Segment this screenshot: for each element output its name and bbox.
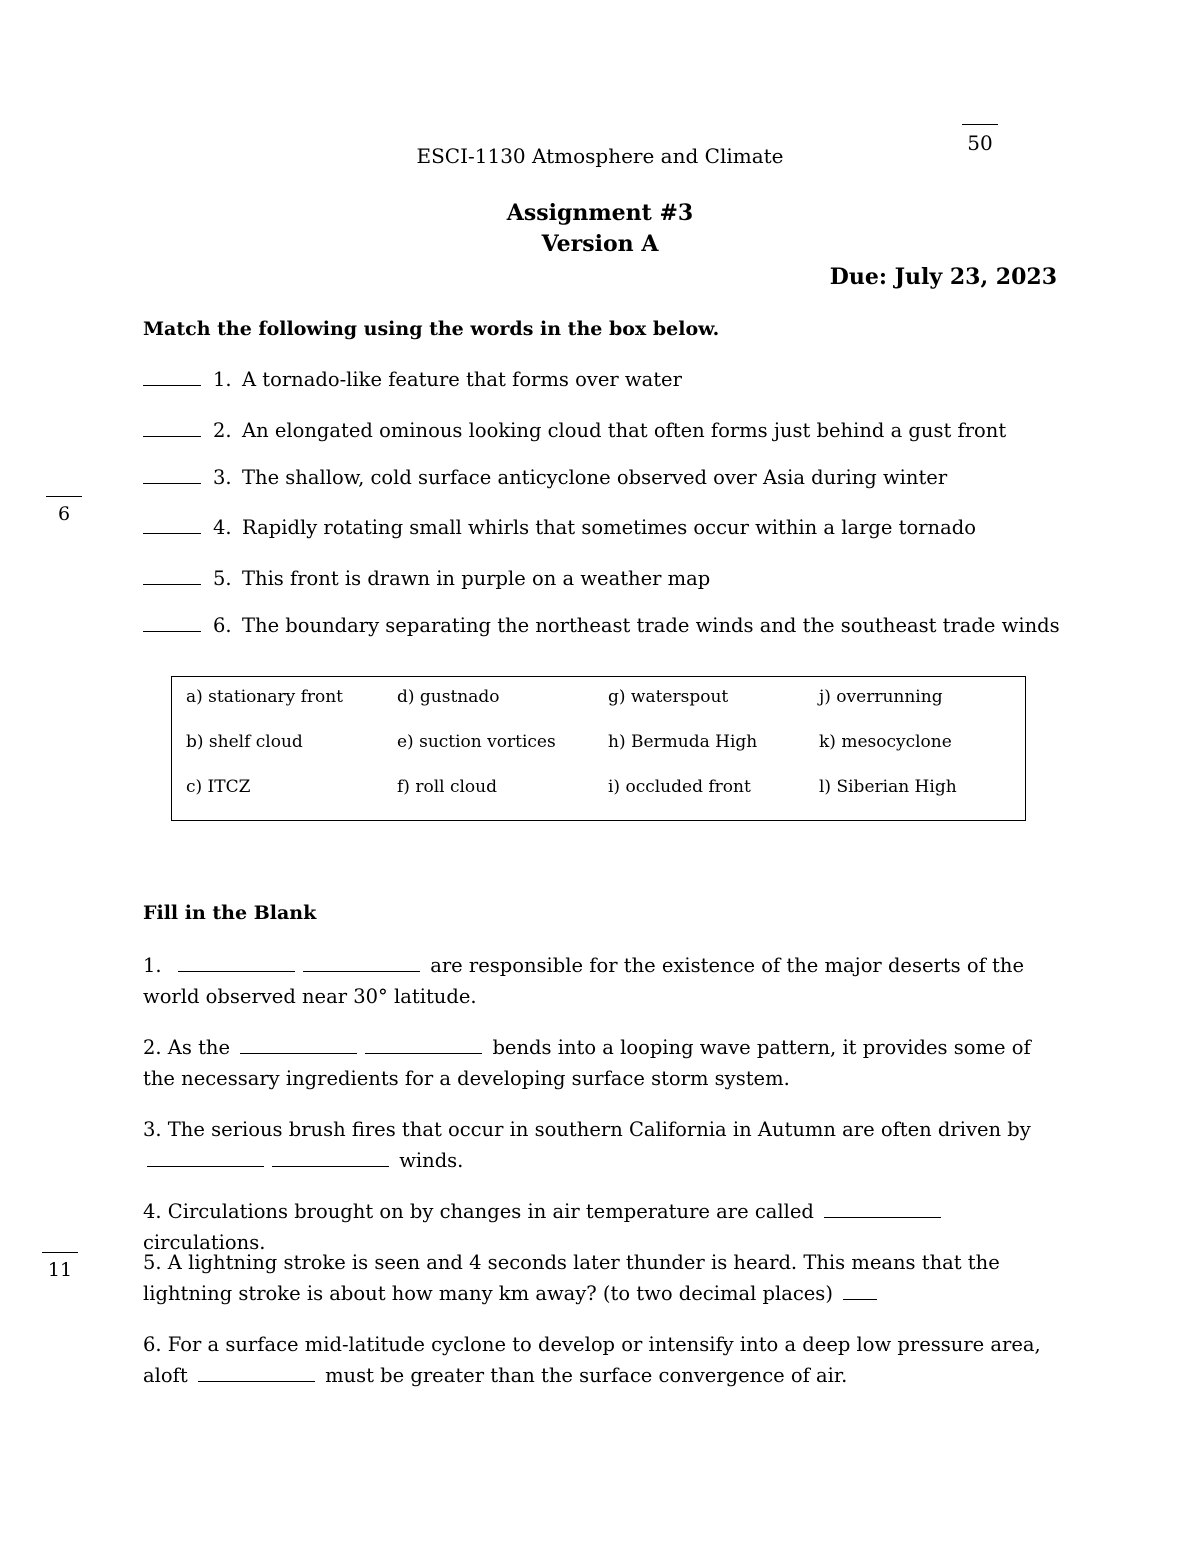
assignment-title: Assignment #3 [506, 200, 694, 226]
answer-blank-4[interactable] [143, 533, 201, 534]
answer-blank-q5[interactable] [843, 1298, 877, 1300]
due-date: Due: July 23, 2023 [829, 264, 1057, 290]
word-option: h) Bermuda High [608, 732, 758, 752]
fill-question-4: 4. Circulations brought on by changes in air temperature are called circulations. [143, 1196, 1058, 1258]
word-option: d) gustnado [397, 687, 500, 707]
word-option: j) overrunning [819, 687, 943, 707]
answer-blank-1[interactable] [143, 385, 201, 386]
word-box [171, 676, 1026, 821]
matching-item-4: 4. Rapidly rotating small whirls that sometimes occur within a large tornado [143, 516, 976, 539]
answer-blank-q2b[interactable] [365, 1052, 482, 1054]
course-title: ESCI-1130 Atmosphere and Climate [416, 144, 784, 168]
answer-blank-q2a[interactable] [240, 1052, 357, 1054]
word-option: a) stationary front [186, 687, 344, 707]
word-option: f) roll cloud [397, 777, 497, 797]
word-option: i) occluded front [608, 777, 751, 797]
matching-item-3: 3. The shallow, cold surface anticyclone observed over Asia during winter [143, 466, 947, 489]
answer-blank-q1b[interactable] [303, 970, 420, 972]
matching-score: 6 [57, 503, 71, 525]
fill-score: 11 [47, 1259, 73, 1281]
matching-item-6: 6. The boundary separating the northeast trade winds and the southeast trade winds [143, 614, 1060, 637]
answer-blank-6[interactable] [143, 631, 201, 632]
word-option: l) Siberian High [819, 777, 957, 797]
matching-instruction: Match the following using the words in the box below. [143, 318, 720, 340]
word-option: k) mesocyclone [819, 732, 952, 752]
fill-question-6: 6. For a surface mid-latitude cyclone to develop or intensify into a deep low pressure area, aloft must be greater than the surface convergence of air. [143, 1333, 1041, 1387]
answer-blank-q1a[interactable] [178, 970, 295, 972]
fill-blank-heading: Fill in the Blank [143, 902, 317, 924]
answer-blank-q3b[interactable] [272, 1165, 389, 1167]
answer-blank-q6[interactable] [198, 1380, 315, 1382]
fill-question-1: 1. are responsible for the existence of the major deserts of the world observed near 30° latitude. [143, 954, 1024, 1008]
assignment-version: Version A [541, 231, 659, 257]
word-option: b) shelf cloud [186, 732, 303, 752]
fill-question-2: 2. As the bends into a looping wave pattern, it provides some of the necessary ingredients for a developing surface storm system. [143, 1036, 1031, 1090]
fill-question-5: 5. A lightning stroke is seen and 4 seconds later thunder is heard. This means that the lightning stroke is about how many km away? (to two decimal places) [143, 1251, 1000, 1305]
word-option: g) waterspout [608, 687, 729, 707]
answer-blank-q4[interactable] [824, 1216, 941, 1218]
word-option: e) suction vortices [397, 732, 556, 752]
answer-blank-3[interactable] [143, 483, 201, 484]
matching-score-line [46, 496, 82, 497]
answer-blank-5[interactable] [143, 584, 201, 585]
matching-item-2: 2. An elongated ominous looking cloud that often forms just behind a gust front [143, 419, 1006, 442]
total-marks: 50 [967, 131, 993, 155]
word-option: c) ITCZ [186, 777, 251, 797]
matching-item-1: 1. A tornado-like feature that forms over water [143, 368, 682, 391]
total-score-line [962, 124, 998, 125]
answer-blank-q3a[interactable] [147, 1165, 264, 1167]
fill-question-3: 3. The serious brush fires that occur in southern California in Autumn are often driven by winds. [143, 1118, 1031, 1172]
fill-score-line [42, 1252, 78, 1253]
matching-item-5: 5. This front is drawn in purple on a weather map [143, 567, 710, 590]
answer-blank-2[interactable] [143, 436, 201, 437]
